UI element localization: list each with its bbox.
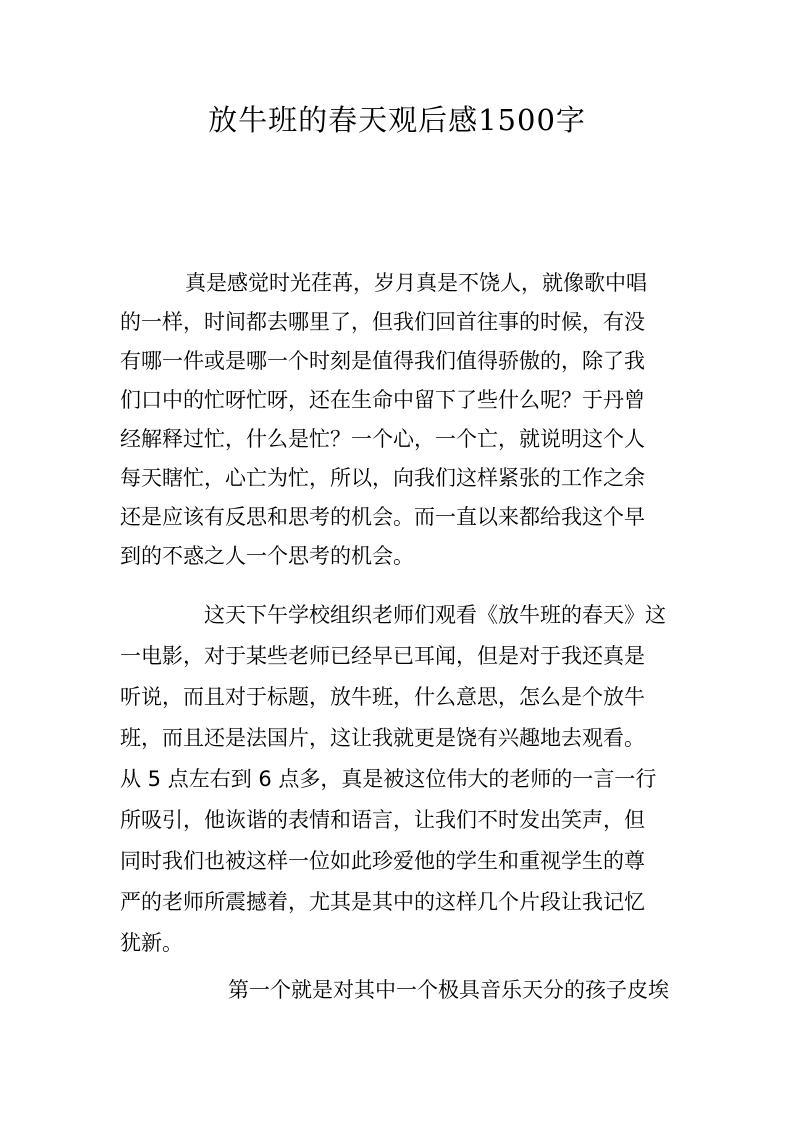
paragraph-line: 有哪一件或是哪一个时刻是值得我们值得骄傲的，除了我 xyxy=(120,349,645,373)
paragraph-line: 犹新。 xyxy=(120,931,183,955)
paragraph-line: 从 5 点左右到 6 点多，真是被这位伟大的老师的一言一行 xyxy=(120,767,657,791)
paragraph-line: 班，而且还是法国片，这让我就更是饶有兴趣地去观看。 xyxy=(120,726,645,750)
paragraph-line: 每天瞎忙，心亡为忙，所以，向我们这样紧张的工作之余 xyxy=(120,466,645,490)
paragraph-line: 经解释过忙，什么是忙？一个心，一个亡，就说明这个人 xyxy=(120,427,645,451)
paragraph-line: 们口中的忙呀忙呀，还在生命中留下了些什么呢？于丹曾 xyxy=(120,388,645,412)
paragraph-line: 第一个就是对其中一个极具音乐天分的孩子皮埃 xyxy=(228,978,669,1002)
paragraph-line: 一电影，对于某些老师已经早已耳闻，但是对于我还真是 xyxy=(120,644,645,668)
paragraph-line: 听说，而且对于标题，放牛班，什么意思，怎么是个放牛 xyxy=(120,685,645,709)
paragraph-line: 这天下午学校组织老师们观看《放牛班的春天》这 xyxy=(204,603,666,627)
paragraph-line: 的一样，时间都去哪里了，但我们回首往事的时候，有没 xyxy=(120,310,645,334)
paragraph-line: 所吸引，他诙谐的表情和语言，让我们不时发出笑声，但 xyxy=(120,808,645,832)
paragraph-line: 真是感觉时光荏苒，岁月真是不饶人，就像歌中唱 xyxy=(185,271,647,295)
paragraph-line: 同时我们也被这样一位如此珍爱他的学生和重视学生的尊 xyxy=(120,849,645,873)
document-title: 放牛班的春天观后感1500字 xyxy=(208,103,586,137)
paragraph-line: 严的老师所震撼着，尤其是其中的这样几个片段让我记忆 xyxy=(120,890,645,914)
paragraph-line: 到的不惑之人一个思考的机会。 xyxy=(120,544,414,568)
paragraph-line: 还是应该有反思和思考的机会。而一直以来都给我这个早 xyxy=(120,505,645,529)
